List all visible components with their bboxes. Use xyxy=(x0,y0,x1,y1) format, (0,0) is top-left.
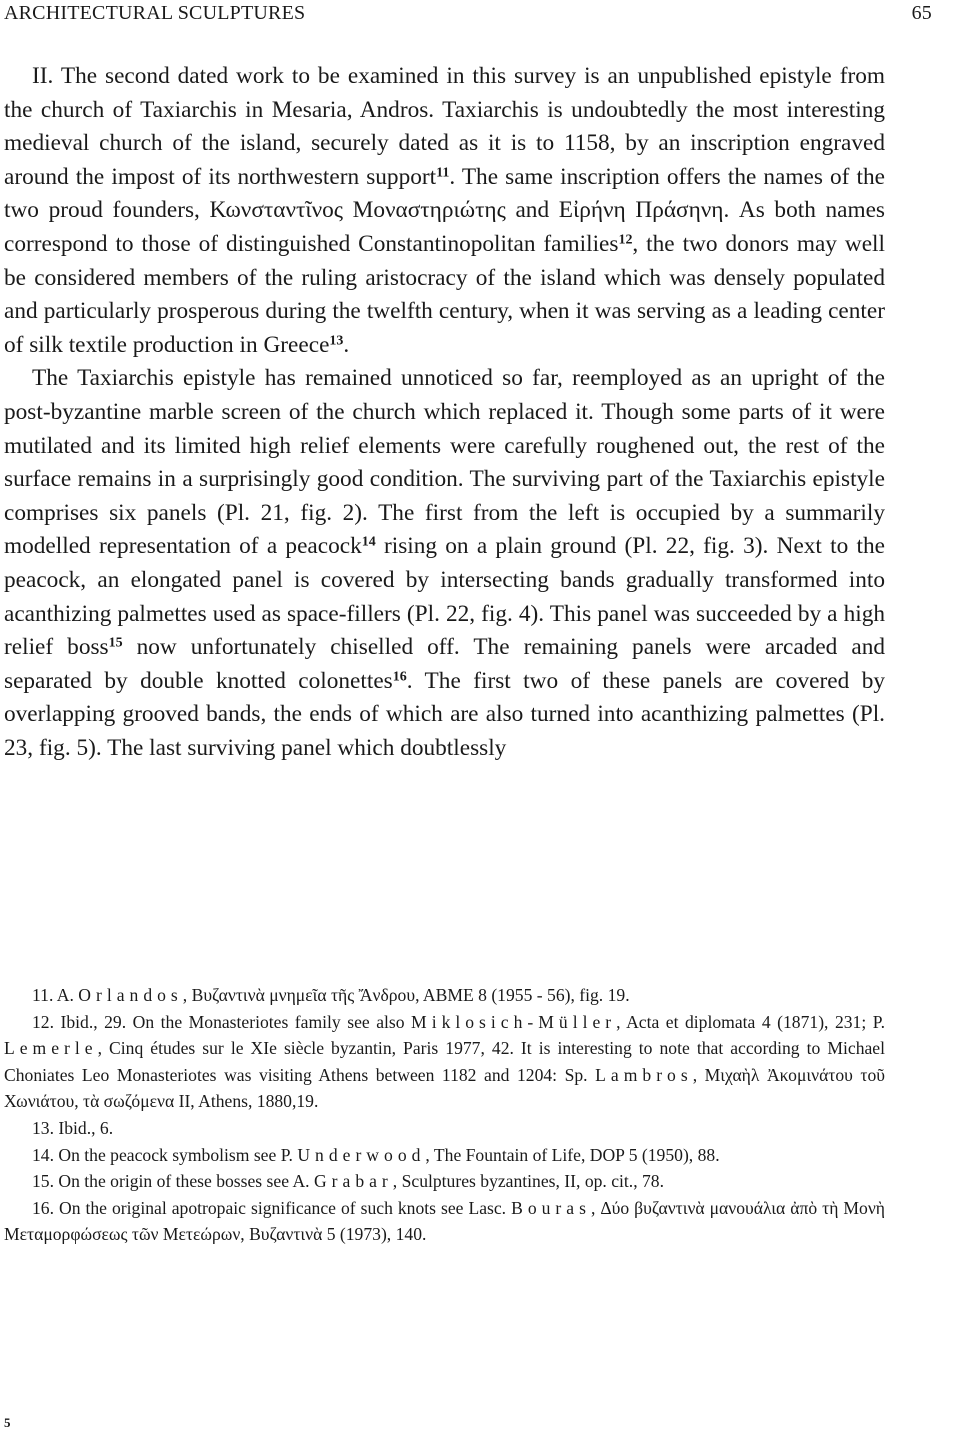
footnotes xyxy=(4,982,885,1248)
footnote-author: Miklosich-Müller xyxy=(411,1011,617,1032)
footnote-author: Lambros xyxy=(595,1064,693,1085)
paragraph-1: II. The second dated work to be examined in this survey is an unpublished epistyle from the church of Taxiarchis in Mesaria, Andros. Taxiarchis is undoubtedly the most interesting medieval church of the island, securely dated as it is to 1158, by an inscription engraved around the impost of its northwestern support$^{11}$. The same inscription offers the names of the two proud founders, Κωνσταντῖνος Μοναστηριώτης and Εἰρήνη Πράσηνη. As both names correspond to those of distinguished Constantinopolitan families$^{12}$, the two donors may well be considered members of the ruling aristocracy of the island which was densely populated and particularly prosperous during the twelfth century, when it was serving as a leading center of silk textile production in Greece$^{13}$. xyxy=(4,63,885,358)
footnote-ref-11[interactable]: 11 xyxy=(436,165,450,181)
footnote-ref-13[interactable]: 13 xyxy=(329,333,344,349)
footnote-author: Orlandos xyxy=(78,985,183,1005)
footnote-14: 14. On the peacock symbolism see P. Underwood, The Fountain of Life, DOP 5 (1950), 88. xyxy=(32,1144,720,1165)
footnote-13: 13. Ibid., 6. xyxy=(32,1117,114,1138)
footnote-ref-12[interactable]: 12 xyxy=(618,232,633,248)
footnote-16: 16. On the original apotropaic significance of such knots see Lasc. Bouras, Δύο βυζαντινὰ μανουάλια ἀπὸ τὴ Μονὴ Μεταμορφώσεως τῶν Μετεώρων, Βυζαντινὰ 5 (1973), 140. xyxy=(4,1197,885,1245)
footnote-author: Grabar xyxy=(313,1171,393,1192)
footnote-11: 11. A. Orlandos, Βυζαντινὰ μνημεῖα τῆς Ἄνδρου, ΑΒΜΕ 8 (1955 - 56), fig. 19. xyxy=(32,985,630,1005)
footnote-12: 12. Ibid., 29. On the Monasteriotes family see also Miklosich-Müller, Acta et diplomata 4 (1871), 231; P. Lemerle, Cinq études sur le XIe siècle byzantin, Paris 1977, 42. It is interesting to note that according to Michael Choniates Leo Monasteriotes was visiting Athens between 1182 and 1204: Sp. Lambros, Μιχαὴλ Ἀκομινάτου τοῦ Χωνιάτου, τὰ σωζόμενα II, Athens, 1880,19. xyxy=(4,1011,885,1112)
footnote-ref-16[interactable]: 16 xyxy=(392,669,407,684)
footnote-author: Underwood xyxy=(297,1144,426,1165)
body-text xyxy=(4,60,885,765)
footnote-ref-14[interactable]: 14 xyxy=(361,534,376,550)
footnote-author: Lemerle xyxy=(4,1038,98,1059)
footnote-author: Bouras xyxy=(511,1197,591,1218)
page-number: 65 xyxy=(911,2,932,24)
footnote-15: 15. On the origin of these bosses see A. Grabar, Sculptures byzantines, II, op. cit., 78. xyxy=(32,1171,664,1192)
running-head-title: ARCHITECTURAL SCULPTURES xyxy=(4,2,306,24)
paragraph-2: The Taxiarchis epistyle has remained unnoticed so far, reemployed as an upright of the post-byzantine marble screen of the church which replaced it. Though some parts of it were mutilated and its limited high relief elements were carefully roughened out, the rest of the surface remains in a surprisingly good condition. The surviving part of the Taxiarchis epistyle comprises six panels (Pl. 21, fig. 2). The first from the left is occupied by a summarily modelled representation of a peacock$^{14}$ rising on a plain ground (Pl. 22, fig. 3). Next to the peacock, an elongated panel is covered by intersecting bands gradually transformed into acanthizing palmettes used as space-fillers (Pl. 22, fig. 4). This panel was succeeded by a high relief boss$^{15}$ now unfortunately chiselled off. The remaining panels were arcaded and separated by double knotted colonettes$^{16}$. The first two of these panels are covered by overlapping grooved bands, the ends of which are also turned into acanthizing palmettes (Pl. 23, fig. 5). The last surviving panel which doubtlessly xyxy=(4,365,885,761)
signature-mark: 5 xyxy=(4,1415,11,1430)
footnote-ref-15[interactable]: 15 xyxy=(108,635,123,651)
running-head xyxy=(4,2,932,32)
